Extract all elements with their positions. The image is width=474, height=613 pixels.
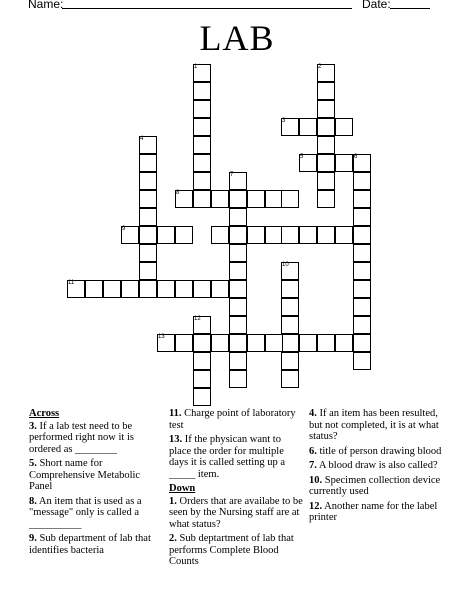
crossword-cell[interactable] xyxy=(353,262,371,280)
clue-item: 6. title of person drawing blood xyxy=(309,445,442,457)
crossword-cell[interactable] xyxy=(353,316,371,334)
crossword-cell[interactable] xyxy=(193,172,211,190)
crossword-cell[interactable] xyxy=(175,334,193,352)
clue-item: 13. If the physican want to place the order for multiple days it is called setting up a _____ item. xyxy=(169,434,286,480)
crossword-cell[interactable] xyxy=(193,190,211,208)
crossword-cell[interactable] xyxy=(299,226,317,244)
clue-item: 12. Another name for the label printer xyxy=(309,500,438,523)
crossword-cell[interactable] xyxy=(229,334,247,352)
clue-item: 3. If a lab test need to be performed right now it is ordered as ________ xyxy=(29,420,134,455)
crossword-cell[interactable] xyxy=(193,370,211,388)
crossword-cell[interactable] xyxy=(229,370,247,388)
crossword-cell[interactable] xyxy=(335,154,353,172)
clue-number: 8 xyxy=(176,190,180,196)
crossword-cell[interactable] xyxy=(139,280,157,298)
crossword-cell[interactable] xyxy=(193,352,211,370)
crossword-cell[interactable] xyxy=(281,334,299,352)
crossword-cell[interactable] xyxy=(121,280,139,298)
crossword-cell[interactable] xyxy=(299,118,317,136)
crossword-cell[interactable] xyxy=(353,298,371,316)
crossword-cell[interactable] xyxy=(157,280,175,298)
crossword-cell[interactable] xyxy=(335,226,353,244)
crossword-cell[interactable] xyxy=(353,334,371,352)
clue-number: 13 xyxy=(158,334,165,340)
clue-number: 4 xyxy=(140,136,144,142)
clue-number: 2 xyxy=(318,64,322,70)
crossword-cell[interactable] xyxy=(193,100,211,118)
crossword-cell[interactable] xyxy=(317,118,335,136)
clue-item: 11. Charge point of laboratory test xyxy=(169,408,296,431)
crossword-cell[interactable] xyxy=(281,190,299,208)
name-label: Name: xyxy=(28,0,64,11)
crossword-cell[interactable] xyxy=(157,226,175,244)
crossword-cell[interactable] xyxy=(317,190,335,208)
crossword-cell[interactable] xyxy=(193,334,211,352)
crossword-cell[interactable] xyxy=(139,154,157,172)
crossword-cell[interactable] xyxy=(193,82,211,100)
crossword-cell[interactable] xyxy=(317,172,335,190)
clue-item: 5. Short name for Comprehensive Metabolic Panel xyxy=(29,458,141,492)
clue-number: 7 xyxy=(230,172,234,178)
crossword-cell[interactable] xyxy=(299,334,317,352)
crossword-cell[interactable] xyxy=(281,280,299,298)
crossword-cell[interactable] xyxy=(175,226,193,244)
clues-column-2 xyxy=(169,408,304,571)
crossword-cell[interactable] xyxy=(139,172,157,190)
clue-item: 4. If an item has been resulted, but not completed, it is at what status? xyxy=(309,408,439,442)
crossword-cell[interactable] xyxy=(353,352,371,370)
clue-number: 1 xyxy=(194,64,198,70)
page-title: LAB xyxy=(199,18,275,58)
crossword-cell[interactable] xyxy=(353,280,371,298)
clue-item: 2. Sub deptartment of lab that performs Complete Blood Counts xyxy=(169,533,294,567)
crossword-cell[interactable] xyxy=(229,298,247,316)
crossword-cell[interactable] xyxy=(103,280,121,298)
clue-number: 9 xyxy=(122,226,126,232)
crossword-cell[interactable] xyxy=(193,280,211,298)
crossword-cell[interactable] xyxy=(229,316,247,334)
crossword-cell[interactable] xyxy=(229,352,247,370)
crossword-cell[interactable] xyxy=(139,226,157,244)
crossword-cell[interactable] xyxy=(85,280,103,298)
crossword-cell[interactable] xyxy=(229,190,247,208)
clue-number: 3 xyxy=(282,118,286,124)
crossword-cell[interactable] xyxy=(281,370,299,388)
clue-number: 5 xyxy=(300,154,304,160)
crossword-cell[interactable] xyxy=(353,172,371,190)
crossword-cell[interactable] xyxy=(247,334,265,352)
crossword-cell[interactable] xyxy=(317,334,335,352)
crossword-cell[interactable] xyxy=(247,226,265,244)
crossword-cell[interactable] xyxy=(281,226,299,244)
crossword-cell[interactable] xyxy=(193,154,211,172)
across-heading: Across xyxy=(29,408,60,419)
crossword-cell[interactable] xyxy=(139,244,157,262)
clue-number: 12 xyxy=(194,316,201,322)
clue-number: 11 xyxy=(68,280,75,286)
clue-number: 10 xyxy=(282,262,289,268)
crossword-cell[interactable] xyxy=(317,154,335,172)
crossword-cell[interactable] xyxy=(211,334,229,352)
crossword-cell[interactable] xyxy=(211,226,229,244)
crossword-cell[interactable] xyxy=(229,262,247,280)
crossword-cell[interactable] xyxy=(353,226,371,244)
crossword-cell[interactable] xyxy=(193,118,211,136)
crossword-cell[interactable] xyxy=(265,334,283,352)
crossword-cell[interactable] xyxy=(317,136,335,154)
crossword-cell[interactable] xyxy=(193,388,211,406)
crossword-cell[interactable] xyxy=(353,244,371,262)
crossword-cell[interactable] xyxy=(211,190,229,208)
crossword-cell[interactable] xyxy=(317,82,335,100)
crossword-cell[interactable] xyxy=(247,190,265,208)
clue-item: 7. A blood draw is also called? xyxy=(309,460,438,471)
crossword-cell[interactable] xyxy=(317,100,335,118)
crossword-cell[interactable] xyxy=(317,226,335,244)
clues-column-1 xyxy=(29,408,157,559)
clues-column-3 xyxy=(309,408,451,527)
clue-item: 1. Orders that are availabe to be seen by the Nursing staff are at what status? xyxy=(169,495,303,530)
crossword-cell[interactable] xyxy=(193,136,211,154)
crossword-cell[interactable] xyxy=(175,280,193,298)
clue-item: 8. An item that is used as a "message" only is called a __________ xyxy=(29,495,142,530)
crossword-cell[interactable] xyxy=(229,226,247,244)
crossword-cell[interactable] xyxy=(139,262,157,280)
crossword-cell[interactable] xyxy=(229,244,247,262)
crossword-cell[interactable] xyxy=(281,316,299,334)
crossword-cell[interactable] xyxy=(211,280,229,298)
crossword-cell[interactable] xyxy=(229,280,247,298)
crossword-cell[interactable] xyxy=(353,208,371,226)
crossword-cell[interactable] xyxy=(353,190,371,208)
clue-item: 10. Specimen collection device currently used xyxy=(309,474,441,497)
down-heading: Down xyxy=(169,483,196,494)
crossword-cell[interactable] xyxy=(335,334,353,352)
crossword-cell[interactable] xyxy=(281,298,299,316)
date-label: Date: xyxy=(362,0,391,11)
clue-item: 9. Sub department of lab that identifies bacteria xyxy=(29,533,151,556)
crossword-cell[interactable] xyxy=(229,208,247,226)
crossword-cell[interactable] xyxy=(139,190,157,208)
clue-number: 6 xyxy=(354,154,358,160)
crossword-cell[interactable] xyxy=(335,118,353,136)
crossword-cell[interactable] xyxy=(139,208,157,226)
crossword-cell[interactable] xyxy=(281,352,299,370)
